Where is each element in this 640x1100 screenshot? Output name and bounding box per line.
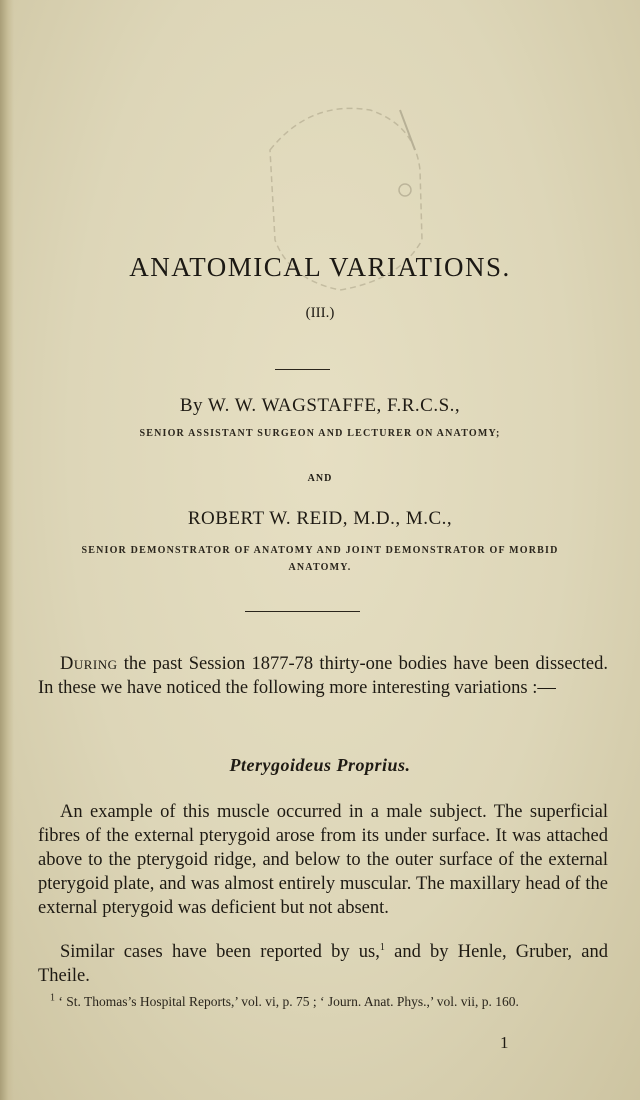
affiliation-wagstaffe: SENIOR ASSISTANT SURGEON AND LECTURER ON ANATOMY; bbox=[139, 428, 501, 439]
affiliation-reid-line1: SENIOR DEMONSTRATOR OF ANATOMY AND JOINT DEMONSTRATOR OF MORBID bbox=[81, 545, 559, 556]
page-number: 1 bbox=[500, 1033, 509, 1052]
and-separator: AND bbox=[307, 473, 333, 484]
footnote-mark: 1 bbox=[50, 992, 55, 1004]
affiliation-reid bbox=[0, 542, 640, 576]
intro-first-word: During bbox=[60, 654, 118, 674]
footnote bbox=[38, 993, 608, 1011]
footnote-ref: 1 bbox=[379, 941, 385, 953]
intro-text: the past Session 1877-78 thirty-one bodies have been dissected. In these we have noticed the following more interesting variations :— bbox=[38, 654, 608, 698]
body-paragraph-1: An example of this muscle occurred in a male subject. The superficial fibres of the external pterygoid arose from its under surface. It was attached above to the pterygoid ridge, and below to the outer surface of the external pterygoid plate, and was almost entirely muscular. The maxillary head of the external pterygoid was deficient but not absent. bbox=[38, 802, 608, 918]
document-title: ANATOMICAL VARIATIONS. bbox=[129, 252, 511, 282]
affiliation-reid-line2: ANATOMY. bbox=[288, 562, 352, 573]
footnote-text: ‘ St. Thomas’s Hospital Reports,’ vol. vi, p. 75 ; ‘ Journ. Anat. Phys.,’ vol. vii, p. 160. bbox=[55, 994, 519, 1009]
authors-divider bbox=[245, 611, 360, 612]
section-heading: Pterygoideus Proprius. bbox=[229, 755, 411, 775]
author-wagstaffe: By W. W. WAGSTAFFE, F.R.C.S., bbox=[179, 395, 461, 416]
body-paragraph-2 bbox=[38, 940, 608, 988]
body2-text-b: and by Henle, Gruber, and Theile. bbox=[38, 942, 608, 986]
body2-text-a: Similar cases have been reported by us, bbox=[60, 942, 380, 962]
part-number: (III.) bbox=[305, 305, 335, 321]
title-divider bbox=[275, 369, 330, 370]
author-reid: ROBERT W. REID, M.D., M.C., bbox=[187, 508, 453, 529]
intro-paragraph bbox=[38, 652, 608, 700]
